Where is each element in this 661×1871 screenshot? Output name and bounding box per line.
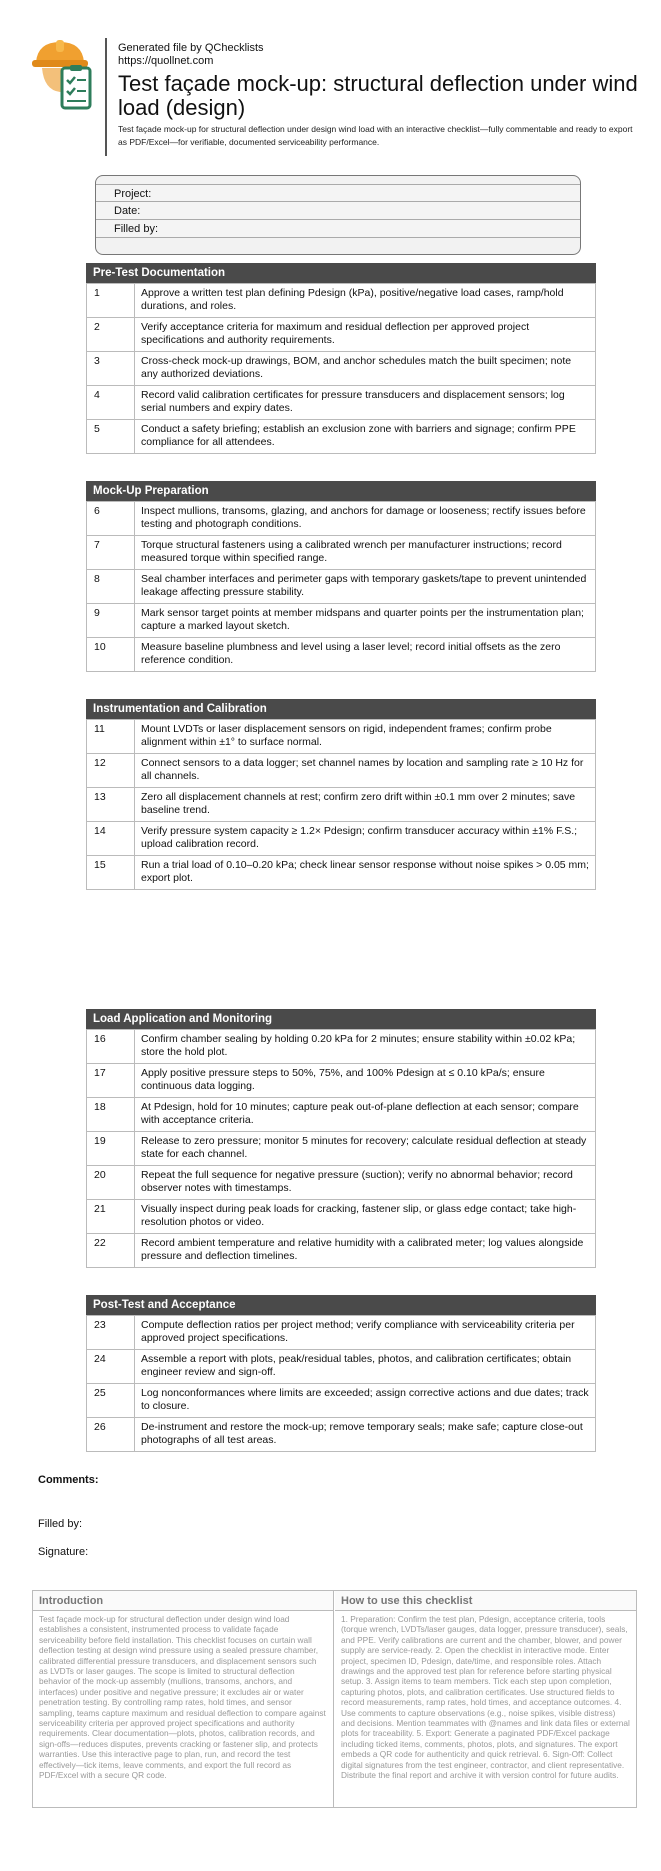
item-number: 10: [87, 638, 135, 672]
item-number: 13: [87, 788, 135, 822]
item-text: Inspect mullions, transoms, glazing, and anchors for damage or looseness; rectify issues before testing and photograph conditions.: [135, 502, 596, 536]
section-header: Instrumentation and Calibration: [86, 699, 596, 719]
item-text: Visually inspect during peak loads for cracking, fastener slip, or glass edge contact; take high-resolution photos or video.: [135, 1200, 596, 1234]
item-number: 9: [87, 604, 135, 638]
page-title: Test façade mock-up: structural deflection under wind load (design): [118, 71, 638, 120]
table-row[interactable]: [87, 720, 596, 754]
item-text: Record valid calibration certificates for pressure transducers and displacement sensors; log serial numbers and expiry dates.: [135, 386, 596, 420]
item-text: Connect sensors to a data logger; set channel names by location and sampling rate ≥ 10 Hz for all channels.: [135, 754, 596, 788]
item-number: 3: [87, 352, 135, 386]
table-row[interactable]: [87, 284, 596, 318]
table-row[interactable]: [87, 1200, 596, 1234]
table-row[interactable]: [87, 1166, 596, 1200]
item-number: 20: [87, 1166, 135, 1200]
checklist-table: [86, 1029, 596, 1268]
item-text: Run a trial load of 0.10–0.20 kPa; check linear sensor response without noise spikes > 0.05 mm; export plot.: [135, 856, 596, 890]
table-row[interactable]: [87, 318, 596, 352]
item-number: 2: [87, 318, 135, 352]
item-text: Repeat the full sequence for negative pressure (suction); verify no abnormal behavior; record observer notes with timestamps.: [135, 1166, 596, 1200]
item-text: De-instrument and restore the mock-up; remove temporary seals; make safe; capture close-out photographs of all test areas.: [135, 1418, 596, 1452]
info-panels: [32, 1590, 637, 1808]
how-to-body: 1. Preparation: Confirm the test plan, Pdesign, acceptance criteria, tools (torque wrench, LVDTs/laser gauges, data logger, pressure transducer), seals, and PPE. Verify calibrations are current and the chamber, blower, and power supply are service-ready. 2. Open the checklist in interactive mode. Enter project, specimen ID, Pdesign, date/time, and responsible roles. Attach drawings and the approved test plan for reference before starting physical setup. 3. Assign items to team members. Tick each step upon completion, capturing photos, plots, and calibration certificates. Use structured fields to record measurements, ramp rates, hold times, and acceptance outcomes. 4. Use comments to capture observations (e.g., noise spikes, visible distress) and decisions. Mention teammates with @names and link data files or external plots for traceability. 5. Export: Generate a paginated PDF/Excel package including ticked items, comments, photos, plots, and signatures. The export embeds a QR code for authenticity and quick retrieval. 6. Sign-Off: Collect digital signatures from the test engineer, contractor, and client representative. Distribute the final report and archive it with version control for future audits.: [341, 1614, 630, 1781]
item-number: 18: [87, 1098, 135, 1132]
item-number: 6: [87, 502, 135, 536]
source-url-link[interactable]: https://quollnet.com: [118, 55, 214, 67]
table-row[interactable]: [87, 822, 596, 856]
table-row[interactable]: [87, 856, 596, 890]
checklist-table: [86, 719, 596, 890]
item-text: Apply positive pressure steps to 50%, 75%, and 100% Pdesign at ≤ 0.10 kPa/s; ensure continuous data logging.: [135, 1064, 596, 1098]
filled-by-field[interactable]: Filled by:: [96, 220, 580, 238]
item-number: 11: [87, 720, 135, 754]
item-number: 25: [87, 1384, 135, 1418]
introduction-body: Test façade mock-up for structural deflection under design wind load establishes a consistent, instrumented process to validate façade serviceability before field installation. This checklist focuses on curtain wall deflection testing at design wind pressure using a sealed pressure chamber, calibrated differential pressure transducers, and displacement sensors such as LVDTs or laser gauges. The scope is limited to structural deflection behavior of the mock-up assembly (mullions, transoms, anchors, and interfaces) under positive and negative pressure; it excludes air or water penetration testing. By controlling ramp rates, hold times, and sensor sampling, teams capture maximum and residual deflection to compare against serviceability criteria per approved project specifications and authority requirements. Clear documentation—plots, photos, calibration records, and sign-offs—reduces disputes, prevents cracking or fastener slip, and protects warranties. Use this interactive page to plan, run, and record the test effectively—tick items, leave comments, and export the full record as PDF/Excel with a secure QR code.: [39, 1614, 326, 1781]
table-row[interactable]: [87, 536, 596, 570]
checklist-table: [86, 501, 596, 672]
section-header: Mock-Up Preparation: [86, 481, 596, 501]
table-row[interactable]: [87, 1350, 596, 1384]
table-row[interactable]: [87, 352, 596, 386]
table-row[interactable]: [87, 1418, 596, 1452]
table-row[interactable]: [87, 1064, 596, 1098]
item-text: Conduct a safety briefing; establish an exclusion zone with barriers and signage; confirm PPE compliance for all attendees.: [135, 420, 596, 454]
table-row[interactable]: [87, 754, 596, 788]
item-text: Record ambient temperature and relative humidity with a calibrated meter; log values alongside pressure and deflection timelines.: [135, 1234, 596, 1268]
item-text: Confirm chamber sealing by holding 0.20 kPa for 2 minutes; ensure stability within ±0.02 kPa; store the hold plot.: [135, 1030, 596, 1064]
item-text: Seal chamber interfaces and perimeter gaps with temporary gaskets/tape to prevent unintended leakage affecting pressure stability.: [135, 570, 596, 604]
item-text: Torque structural fasteners using a calibrated wrench per manufacturer instructions; record measured torque within specified range.: [135, 536, 596, 570]
section-post-test-and-acceptance: [86, 1295, 596, 1452]
table-row[interactable]: [87, 570, 596, 604]
item-text: Assemble a report with plots, peak/residual tables, photos, and calibration certificates; obtain engineer review and sign-off.: [135, 1350, 596, 1384]
item-number: 14: [87, 822, 135, 856]
item-text: Cross-check mock-up drawings, BOM, and anchor schedules match the built specimen; note any authorized deviations.: [135, 352, 596, 386]
signature-label: Signature:: [38, 1546, 89, 1558]
item-text: Verify pressure system capacity ≥ 1.2× Pdesign; confirm transducer accuracy within ±1% F.S.; upload calibration record.: [135, 822, 596, 856]
generated-by-text: Generated file by QChecklists: [118, 42, 264, 54]
item-text: Mark sensor target points at member midspans and quarter points per the instrumentation plan; capture a marked layout sketch.: [135, 604, 596, 638]
item-number: 7: [87, 536, 135, 570]
page-subtitle: Test façade mock-up for structural deflection under design wind load with an interactive checklist—fully commentable and ready to export as PDF/Excel—for verifiable, documented serviceability performance.: [118, 124, 633, 147]
item-text: At Pdesign, hold for 10 minutes; capture peak out-of-plane deflection at each sensor; compare with acceptance criteria.: [135, 1098, 596, 1132]
comments-label: Comments:: [38, 1474, 99, 1486]
table-row[interactable]: [87, 502, 596, 536]
date-field[interactable]: Date:: [96, 202, 580, 220]
table-row[interactable]: [87, 638, 596, 672]
table-row[interactable]: [87, 420, 596, 454]
item-number: 19: [87, 1132, 135, 1166]
table-row[interactable]: [87, 1098, 596, 1132]
table-row[interactable]: [87, 1384, 596, 1418]
how-to-panel: [335, 1591, 636, 1807]
item-text: Release to zero pressure; monitor 5 minutes for recovery; calculate residual deflection at steady state for each channel.: [135, 1132, 596, 1166]
item-text: Compute deflection ratios per project method; verify compliance with serviceability criteria per approved project specifications.: [135, 1316, 596, 1350]
section-header: Load Application and Monitoring: [86, 1009, 596, 1029]
item-text: Verify acceptance criteria for maximum and residual deflection per approved project specifications and authority requirements.: [135, 318, 596, 352]
item-number: 21: [87, 1200, 135, 1234]
item-text: Mount LVDTs or laser displacement sensors on rigid, independent frames; confirm probe alignment within ±1° to surface normal.: [135, 720, 596, 754]
item-number: 22: [87, 1234, 135, 1268]
item-number: 26: [87, 1418, 135, 1452]
section-load-application-and-monitoring: [86, 1009, 596, 1268]
item-text: Approve a written test plan defining Pdesign (kPa), positive/negative load cases, ramp/hold durations, and roles.: [135, 284, 596, 318]
section-instrumentation-and-calibration: [86, 699, 596, 890]
how-to-title: How to use this checklist: [335, 1591, 636, 1611]
section-header: Post-Test and Acceptance: [86, 1295, 596, 1315]
section-pre-test-documentation: [86, 263, 596, 454]
table-row[interactable]: [87, 1030, 596, 1064]
item-number: 23: [87, 1316, 135, 1350]
header-divider: [105, 38, 107, 156]
project-field[interactable]: Project:: [96, 184, 580, 202]
introduction-panel: [33, 1591, 334, 1807]
checklist-table: [86, 283, 596, 454]
project-info-box: [95, 175, 581, 255]
table-row[interactable]: [87, 1234, 596, 1268]
item-number: 4: [87, 386, 135, 420]
table-row[interactable]: [87, 1316, 596, 1350]
item-text: Log nonconformances where limits are exceeded; assign corrective actions and due dates; track to closure.: [135, 1384, 596, 1418]
section-header: Pre-Test Documentation: [86, 263, 596, 283]
checklist-table: [86, 1315, 596, 1452]
introduction-title: Introduction: [33, 1591, 333, 1611]
item-number: 5: [87, 420, 135, 454]
item-number: 17: [87, 1064, 135, 1098]
item-number: 8: [87, 570, 135, 604]
item-number: 24: [87, 1350, 135, 1384]
qchecklists-logo-icon: [32, 38, 102, 118]
item-text: Zero all displacement channels at rest; confirm zero drift within ±0.1 mm over 2 minutes; save baseline trend.: [135, 788, 596, 822]
table-row[interactable]: [87, 386, 596, 420]
table-row[interactable]: [87, 788, 596, 822]
item-number: 15: [87, 856, 135, 890]
item-number: 1: [87, 284, 135, 318]
table-row[interactable]: [87, 604, 596, 638]
item-number: 16: [87, 1030, 135, 1064]
table-row[interactable]: [87, 1132, 596, 1166]
filled-by-label: Filled by:: [38, 1518, 83, 1530]
item-text: Measure baseline plumbness and level using a laser level; record initial offsets as the zero reference condition.: [135, 638, 596, 672]
item-number: 12: [87, 754, 135, 788]
document-header: [32, 38, 638, 158]
section-mock-up-preparation: [86, 481, 596, 672]
